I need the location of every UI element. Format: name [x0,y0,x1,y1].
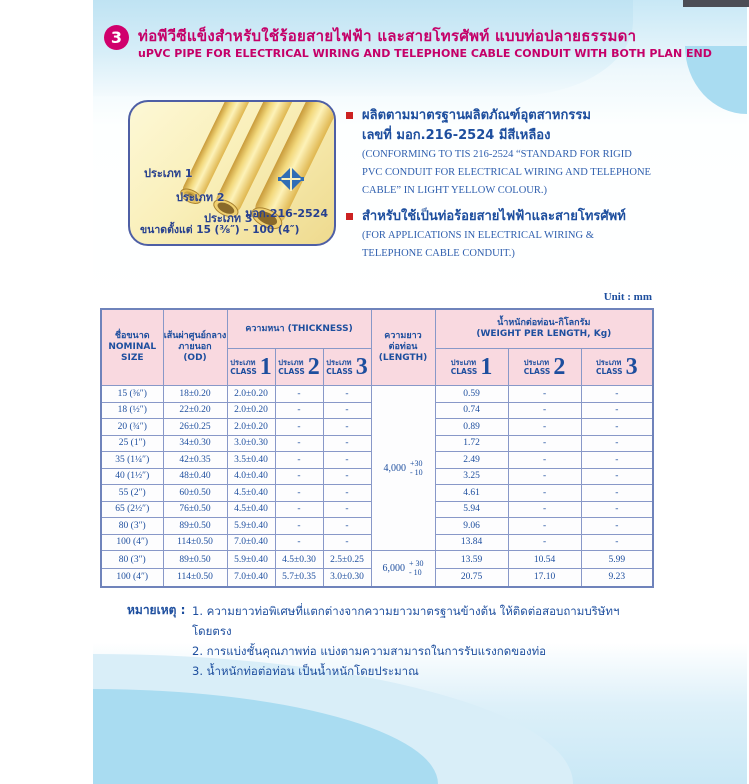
cell-length [371,551,435,587]
cell-weight-class3: - [581,518,653,535]
cell-weight-class2: - [508,452,581,469]
length-value [383,559,424,577]
cell-weight-class1: 13.59 [435,551,508,569]
tolerance-plus: +30 [409,459,423,468]
spec-table-body [101,386,653,587]
cell-weight-class3: 9.23 [581,569,653,587]
text-line: TELEPHONE CABLE CONDUIT.) [362,248,515,259]
cell-weight-class1: 0.74 [435,402,508,419]
cell-od: 48±0.40 [163,468,227,485]
cell-weight-class1: 0.89 [435,419,508,436]
cell-length [371,386,435,551]
bullet-english-text [362,146,651,200]
cell-thickness-class1: 2.0±0.20 [227,402,275,419]
bullet-thai-text [362,106,651,146]
cell-thickness-class1: 5.9±0.40 [227,518,275,535]
cell-weight-class1: 20.75 [435,569,508,587]
cell-thickness-class3: - [323,534,371,551]
cell-thickness-class3: - [323,386,371,403]
cell-nominal-size: 15 (⅜″) [101,386,163,403]
pipe-class1-label: ประเภท 1 [144,167,193,180]
text-line: ชื่อขนาด [114,331,150,341]
cell-nominal-size: 80 (3″) [101,518,163,535]
length-tolerance [410,459,423,477]
cell-nominal-size: 100 (4″) [101,534,163,551]
text-line: สำหรับใช้เป็นท่อร้อยสายไฟฟ้าและสายโทรศัพท์ [362,209,626,224]
header-weight-class3: ประเภท CLASS 3 [581,349,653,386]
cell-od: 76±0.50 [163,501,227,518]
tolerance-minus: - 10 [409,468,423,477]
bullet-english-text [362,227,626,263]
cell-thickness-class2: - [275,419,323,436]
text-line: (LENGTH) [378,353,428,363]
cell-thickness-class3: - [323,501,371,518]
cell-thickness-class3: - [323,468,371,485]
cell-nominal-size: 18 (½″) [101,402,163,419]
table-row [101,386,653,403]
tolerance-minus: - 10 [409,568,422,578]
header-thickness-class2: ประเภท CLASS 2 [275,349,323,386]
cell-thickness-class3: - [323,419,371,436]
pipe-class2-label: ประเภท 2 [176,191,225,204]
cell-od: 26±0.25 [163,419,227,436]
cell-weight-class2: - [508,501,581,518]
cell-weight-class1: 2.49 [435,452,508,469]
cell-nominal-size: 55 (2″) [101,485,163,502]
header-thickness-class1: ประเภท CLASS 1 [227,349,275,386]
scan-artifact-bar [683,0,749,7]
cell-thickness-class3: 3.0±0.30 [323,569,371,587]
cell-thickness-class2: - [275,402,323,419]
cell-thickness-class2: 4.5±0.30 [275,551,323,569]
cell-od: 60±0.50 [163,485,227,502]
text-line: ผลิตตามมาตรฐานผลิตภัณฑ์อุตสาหกรรม [362,108,591,123]
text-line: ความยาว [384,331,422,341]
cell-od: 114±0.50 [163,569,227,587]
cell-thickness-class3: - [323,518,371,535]
cell-thickness-class2: - [275,518,323,535]
bullet-text [362,106,651,200]
bullet-text [362,207,626,263]
page-title-english: uPVC PIPE FOR ELECTRICAL WIRING AND TELEPHONE CABLE CONDUIT WITH BOTH PLAN END [138,47,712,60]
header-weight-class2: ประเภท CLASS 2 [508,349,581,386]
cell-thickness-class2: 5.7±0.35 [275,569,323,587]
cell-weight-class3: 5.99 [581,551,653,569]
cell-od: 114±0.50 [163,534,227,551]
header-nominal-size [101,309,163,386]
cell-thickness-class2: - [275,534,323,551]
text-line: SIZE [120,353,144,363]
cell-thickness-class1: 5.9±0.40 [227,551,275,569]
cell-thickness-class2: - [275,468,323,485]
text-line: (WEIGHT PER LENGTH, Kg) [476,329,612,339]
cell-weight-class3: - [581,452,653,469]
cell-weight-class1: 1.72 [435,435,508,452]
notes-list [192,601,662,681]
cell-weight-class1: 9.06 [435,518,508,535]
cell-thickness-class3: - [323,452,371,469]
cell-thickness-class2: - [275,452,323,469]
cell-thickness-class3: - [323,402,371,419]
cell-thickness-class3: - [323,435,371,452]
header-thickness: ความหนา (THICKNESS) [227,309,371,349]
cell-thickness-class1: 4.5±0.40 [227,485,275,502]
notes-label: หมายเหตุ : [127,603,186,617]
text-line: (OD) [183,353,207,363]
text-line: PVC CONDUIT FOR ELECTRICAL WIRING AND TELEPHONE [362,167,651,178]
text-line: ต่อท่อน [388,342,418,352]
tis-certification-icon [278,166,304,192]
cell-thickness-class1: 3.5±0.40 [227,452,275,469]
text-line: 1. ความยาวท่อพิเศษที่แตกต่างจากความยาวมาตรฐานข้างต้น ให้ติดต่อสอบถามบริษัทฯ โดยตรง [192,604,620,638]
cell-thickness-class1: 7.0±0.40 [227,534,275,551]
length-tolerance [409,559,424,577]
cell-od: 22±0.20 [163,402,227,419]
cell-weight-class3: - [581,386,653,403]
cell-weight-class3: - [581,534,653,551]
bullet-square-icon [346,112,353,119]
cell-nominal-size: 65 (2½″) [101,501,163,518]
text-line: ภายนอก [178,342,212,352]
cell-thickness-class2: - [275,485,323,502]
cell-thickness-class1: 2.0±0.20 [227,386,275,403]
cell-weight-class2: - [508,534,581,551]
header-length [371,309,435,386]
text-line: 2. การแบ่งชั้นคุณภาพท่อ แบ่งตามความสามารถในการรับแรงกดของท่อ [192,644,547,658]
cell-weight-class2: - [508,419,581,436]
cell-od: 42±0.35 [163,452,227,469]
header-weight [435,309,653,349]
text-line: เลขที่ มอก.216-2524 มีสีเหลือง [362,128,551,143]
cell-weight-class3: - [581,485,653,502]
cell-nominal-size: 35 (1¼″) [101,452,163,469]
section-number-badge: 3 [104,25,129,50]
cell-od: 34±0.30 [163,435,227,452]
text-line: น้ำหนักต่อท่อน-กิโลกรัม [497,318,591,328]
bullet-square-icon [346,213,353,220]
cell-thickness-class2: - [275,435,323,452]
length-number: 4,000 [383,462,406,474]
bullet-thai-text [362,207,626,227]
cell-thickness-class2: - [275,386,323,403]
text-line: (CONFORMING TO TIS 216-2524 “STANDARD FOR RIGID [362,149,632,160]
cell-weight-class2: - [508,435,581,452]
cell-weight-class2: 17.10 [508,569,581,587]
length-value [383,459,422,477]
cell-thickness-class2: - [275,501,323,518]
cell-thickness-class1: 4.5±0.40 [227,501,275,518]
page-title-thai: ท่อพีวีซีแข็งสำหรับใช้ร้อยสายไฟฟ้า และสายโทรศัพท์ แบบท่อปลายธรรมดา [138,27,637,45]
cell-weight-class2: 10.54 [508,551,581,569]
cell-thickness-class1: 4.0±0.40 [227,468,275,485]
tolerance-plus: + 30 [409,559,424,569]
bullet-item [346,106,658,200]
cell-weight-class1: 3.25 [435,468,508,485]
cell-thickness-class1: 3.0±0.30 [227,435,275,452]
spec-table [100,308,654,588]
cell-weight-class3: - [581,402,653,419]
cell-od: 89±0.50 [163,518,227,535]
cell-od: 18±0.20 [163,386,227,403]
cell-weight-class2: - [508,386,581,403]
cell-nominal-size: 100 (4″) [101,569,163,587]
cell-thickness-class1: 7.0±0.40 [227,569,275,587]
length-number: 6,000 [382,562,406,574]
bullet-item [346,207,658,263]
cell-thickness-class3: 2.5±0.25 [323,551,371,569]
cell-weight-class1: 4.61 [435,485,508,502]
unit-label: Unit : mm [603,291,652,303]
spec-bullets [346,106,658,270]
tis-standard-number: มอก.216-2524 [245,207,328,220]
cell-thickness-class1: 2.0±0.20 [227,419,275,436]
cell-weight-class2: - [508,518,581,535]
cell-weight-class1: 13.84 [435,534,508,551]
cell-nominal-size: 80 (3″) [101,551,163,569]
text-line: CABLE” IN LIGHT YELLOW COLOUR.) [362,185,547,196]
cell-weight-class2: - [508,468,581,485]
cell-weight-class3: - [581,435,653,452]
text-line: (FOR APPLICATIONS IN ELECTRICAL WIRING & [362,230,594,241]
text-line: NOMINAL [108,342,157,352]
size-range-caption: ขนาดตั้งแต่ 15 (⅜″) – 100 (4″) [140,224,300,236]
cell-nominal-size: 40 (1½″) [101,468,163,485]
table-row [101,551,653,569]
cell-weight-class2: - [508,485,581,502]
product-photo [128,100,336,246]
pipe-class3-label: ประเภท 3 [204,212,253,225]
header-od [163,309,227,386]
cell-weight-class1: 0.59 [435,386,508,403]
cell-weight-class3: - [581,419,653,436]
header-weight-class1: ประเภท CLASS 1 [435,349,508,386]
cell-thickness-class3: - [323,485,371,502]
cell-weight-class1: 5.94 [435,501,508,518]
cell-weight-class2: - [508,402,581,419]
cell-od: 89±0.50 [163,551,227,569]
text-line: 3. น้ำหนักท่อต่อท่อน เป็นน้ำหนักโดยประมาณ [192,664,419,678]
cell-weight-class3: - [581,468,653,485]
cell-nominal-size: 25 (1″) [101,435,163,452]
cell-weight-class3: - [581,501,653,518]
header-thickness-class3: ประเภท CLASS 3 [323,349,371,386]
cell-nominal-size: 20 (¾″) [101,419,163,436]
text-line: เส้นผ่าศูนย์กลาง [163,331,227,341]
